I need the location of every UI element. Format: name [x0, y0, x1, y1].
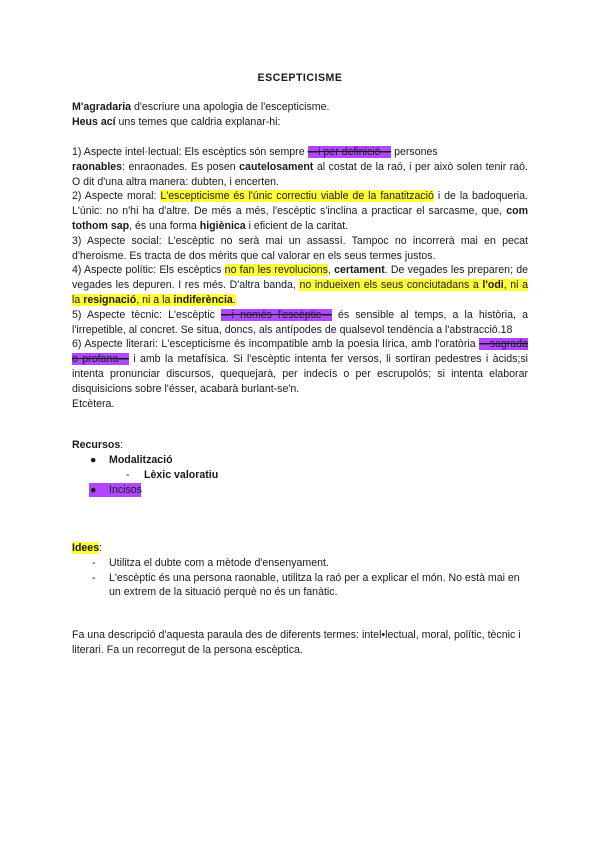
highlight-purple: —sagrada o profana— [72, 338, 528, 366]
intro-block [72, 100, 528, 130]
bullet-icon: ● [90, 483, 97, 496]
aspect-1-paragraph: 1) Aspecte intel·lectual: Els escèptics són sempre —i per definició— persones raonables: enraonades. Es posen cautelosament al costat de la raó, i per això solen tenir raó. O dit d'una altra manera: dubten, i encerten. [72, 146, 528, 188]
highlight-yellow: L'escepticisme és l'únic correctiu viable de la fanatització [160, 190, 434, 203]
list-item: - Utilitza el dubte com a mètode d'ensenyament. [92, 556, 329, 569]
highlight-yellow: no fan les revolucions [224, 264, 328, 277]
aspect-5-paragraph: 5) Aspecte tècnic: L'escèptic —i només l'escèptic— és sensible al temps, a la història, a l'irrepetible, al concret. Se situa, doncs, als antípodes de qualsevol tendència a l'abstracció.18 [72, 308, 529, 336]
etcetera-line: Etcètera. [72, 397, 115, 410]
dash-icon: - [92, 556, 96, 569]
aspect-3-paragraph: 3) Aspecte social: L'escèptic no serà mai un assassí. Tampoc no incorrerà mai en pecat d'heroisme. Es tracta de dos mèrits que cal valorar en els seus termes justos. [72, 234, 528, 262]
aspect-2-paragraph: 2) Aspecte moral: L'escepticisme és l'únic correctiu viable de la fanatització i de la badoqueria. L'únic: no n'hi ha d'altre. De més a més, l'escèptic s'inclina a practicar el sarcasme, que, com tothom sap, és una forma higiènica i eficient de la caritat. [72, 190, 528, 232]
aspects-block [72, 145, 528, 411]
recursos-heading: Recursos: [72, 439, 124, 451]
dash-icon: - [92, 571, 96, 584]
idees-heading: Idees: [72, 542, 103, 554]
list-item: - L'escèptic és una persona raonable, utilitza la raó per a explicar el món. No està mai en un extrem de la situació perquè no és un fanàtic. [92, 571, 520, 599]
summary-paragraph: Fa una descripció d'aquesta paraula des de diferents termes: intel•lectual, moral, polític, tècnic i literari. Fa un recorregut de la persona escèptica. [72, 629, 521, 656]
list-item: - Lèxic valoratiu [126, 468, 219, 481]
highlight-yellow: no indueixen els seus conciutadans a l'odi, ni a la resignació, ni a la indiferència. [72, 279, 529, 306]
bullet-icon: ● [90, 453, 97, 466]
document-title: ESCEPTICISME [257, 72, 343, 84]
aspect-4-paragraph: 4) Aspecte polític: Els escèptics no fan les revolucions, certament. De vegades les preparen; de vegades les depuren. I res més. D'altra banda, no indueixen els seus conciutadans a l'odi, ni a la resignació, ni a la indiferència. [72, 264, 529, 306]
highlight-purple: —i per definició— [307, 146, 392, 158]
aspect-6-paragraph: 6) Aspecte literari: L'escepticisme és incompatible amb la poesia lírica, amb l'oratòria —sagrada o profana— i amb la metafísica. Si l'escèptic intenta fer versos, li sortiran pedestres i àcids;si intenta pronunciar discursos, quequejarà, per indecís o per escrupolós; si intenta elaborar disquisicions sobre l'ésser, acabarà burlant-se'n. [72, 338, 528, 395]
highlight-purple: —i només l'escèptic— [221, 308, 332, 321]
recursos-section [72, 438, 528, 498]
idees-section [72, 541, 528, 600]
intro-line-2: Heus ací uns temes que caldria explanar-hi: [72, 115, 281, 128]
dash-icon: - [126, 468, 130, 481]
list-item: ● Incisos [90, 483, 142, 496]
list-item: ● Modalització [90, 453, 173, 466]
intro-line-1: M'agradaria d'escriure una apologia de l'escepticisme. [72, 101, 330, 113]
